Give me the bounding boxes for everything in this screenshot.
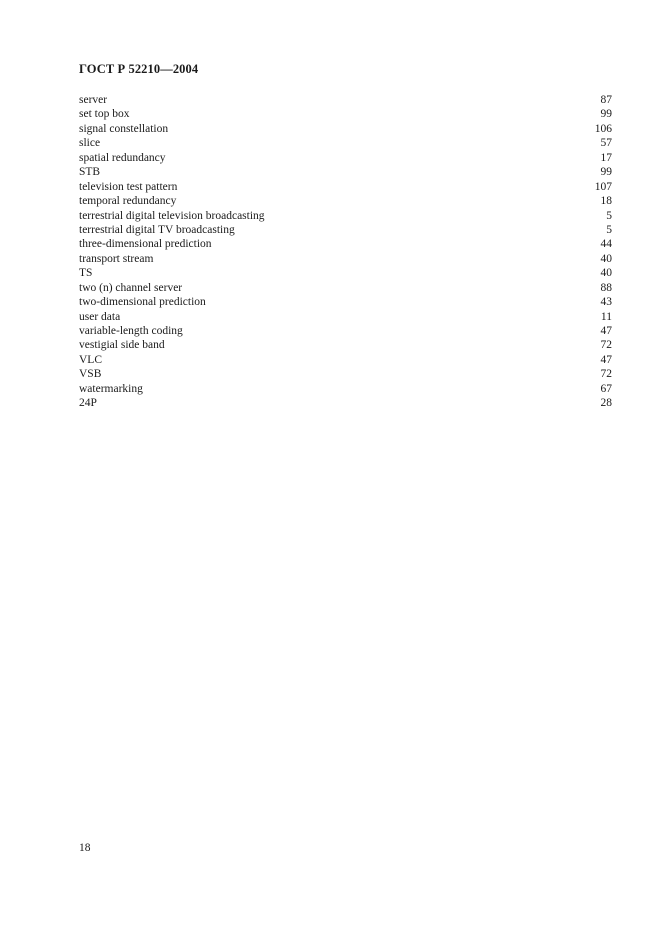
index-page-ref: 11: [600, 310, 612, 323]
document-header: ГОСТ Р 52210—2004: [79, 62, 199, 76]
index-term: slice: [79, 137, 101, 150]
index-page-ref: 57: [600, 137, 612, 150]
index-entry: [79, 237, 612, 251]
index-entry: [79, 353, 612, 367]
index-page-ref: 87: [600, 94, 612, 106]
index-entry: [79, 281, 612, 295]
index-page-ref: 17: [600, 151, 612, 164]
index-entry: [79, 93, 612, 107]
index-term: terrestrial digital TV broadcasting: [79, 223, 235, 236]
index-term: spatial redundancy: [79, 151, 166, 164]
index-term: STB: [79, 166, 101, 179]
page-number: 18: [79, 842, 91, 854]
index-term: 24P: [79, 397, 97, 410]
index-entry: [79, 209, 612, 223]
index-entry: [79, 310, 612, 324]
index-page-ref: 72: [600, 368, 612, 381]
index-entry: [79, 382, 612, 396]
index-term: three-dimensional prediction: [79, 238, 212, 251]
index-entry: [79, 338, 612, 352]
index-entry: [79, 295, 612, 309]
index-page-ref: 72: [600, 339, 612, 352]
index-term: two (n) channel server: [79, 281, 183, 294]
index-term: VLC: [79, 353, 102, 366]
index-page-ref: 40: [600, 252, 612, 265]
index-entry: [79, 194, 612, 208]
index-term: two-dimensional prediction: [79, 296, 206, 309]
index-term: server: [79, 94, 108, 106]
index-term: transport stream: [79, 252, 154, 265]
index-term: terrestrial digital television broadcasting: [79, 209, 265, 222]
index-entry: [79, 396, 612, 410]
index-term: VSB: [79, 368, 102, 381]
index-entry: [79, 122, 612, 136]
index-page-ref: 88: [600, 281, 612, 294]
index-entry: [79, 180, 612, 194]
index-entry: [79, 266, 612, 280]
index-page-ref: 5: [606, 223, 612, 236]
index-term: vestigial side band: [79, 339, 165, 352]
index-term: TS: [79, 267, 93, 280]
index-term: temporal redundancy: [79, 195, 177, 208]
index-page-ref: 107: [594, 180, 612, 193]
index-entry: [79, 324, 612, 338]
index-page-ref: 99: [600, 108, 612, 121]
index-page-ref: 67: [600, 382, 612, 395]
index-page-ref: 47: [600, 353, 612, 366]
index-page-ref: 28: [600, 397, 612, 410]
index-page-ref: 18: [600, 195, 612, 208]
index-term: signal constellation: [79, 122, 169, 135]
index-entry: [79, 223, 612, 237]
index-entry: [79, 151, 612, 165]
index-page-ref: 99: [600, 166, 612, 179]
index-term: user data: [79, 310, 121, 323]
index-page-ref: 40: [600, 267, 612, 280]
alphabetical-index: [79, 93, 612, 411]
index-entry: [79, 165, 612, 179]
index-page-ref: 43: [600, 296, 612, 309]
index-page-ref: 44: [600, 238, 612, 251]
index-page-ref: 106: [594, 122, 612, 135]
index-term: television test pattern: [79, 180, 178, 193]
index-term: set top box: [79, 108, 130, 121]
index-entry: [79, 367, 612, 381]
index-page-ref: 5: [606, 209, 612, 222]
index-entry: [79, 107, 612, 121]
index-term: variable-length coding: [79, 325, 183, 337]
index-page-ref: 47: [600, 325, 612, 337]
index-term: watermarking: [79, 382, 143, 395]
index-entry: [79, 136, 612, 150]
index-entry: [79, 252, 612, 266]
